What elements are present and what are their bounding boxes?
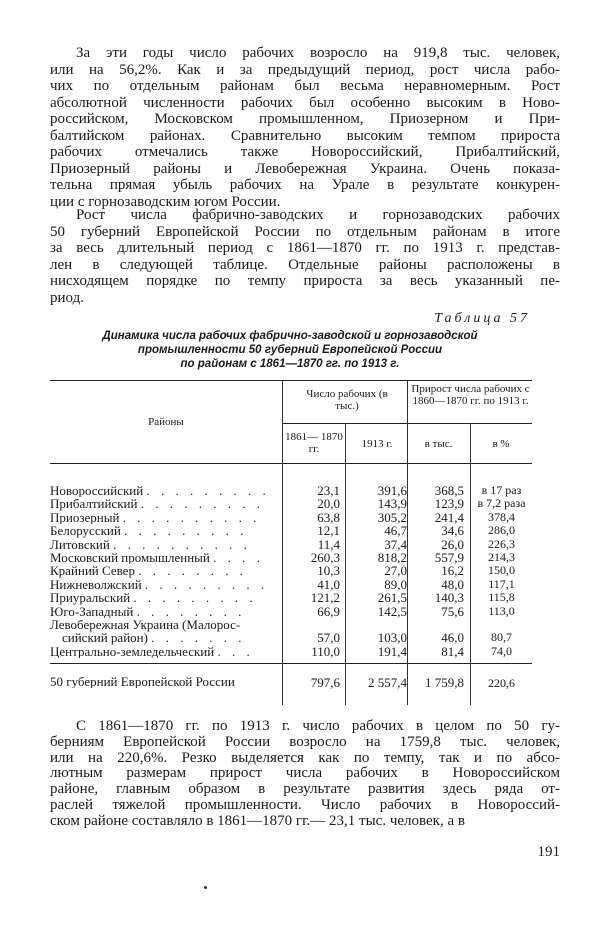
leader-dots: . . . . <box>213 550 264 565</box>
region-name-text: Приозерный <box>50 510 120 525</box>
region-name-text: Юго-Западный <box>50 604 134 618</box>
value-growth-pct: 113,0 <box>488 604 515 618</box>
region-name-line: Левобережная Украина (Малорос- <box>50 617 241 632</box>
header-1913: 1913 г. <box>361 438 393 450</box>
table-row <box>50 578 532 591</box>
leader-dots: . . . . . . . . . <box>144 577 269 592</box>
region-name <box>50 618 278 645</box>
paragraph-2 <box>50 207 560 306</box>
value-growth-abs: 81,4 <box>441 643 464 659</box>
region-name <box>50 591 278 604</box>
text-line: или на 56,2%. Как и за предыдущий период, рост числа рабо- <box>50 61 560 78</box>
text-line: риод. <box>50 289 84 306</box>
region-name-line <box>50 631 278 644</box>
text-line: ции с горнозаводским югом России. <box>50 193 281 210</box>
table-row <box>50 511 532 524</box>
region-name <box>50 645 278 658</box>
value-1913: 46,7 <box>384 523 407 539</box>
table-number: Таблица 57 <box>434 311 530 326</box>
value-1913: 391,6 <box>377 482 407 498</box>
total-rule <box>50 663 532 664</box>
region-name <box>50 578 278 591</box>
leader-dots: . . . . . . . . . <box>133 591 257 605</box>
text-line: рабочих отмечались также Новороссийский, Прибалтийский, <box>50 144 560 160</box>
value-1861: 260,3 <box>310 549 340 565</box>
value-1861: 12,1 <box>317 523 340 539</box>
table-title <box>50 329 530 371</box>
leader-dots: . . . . . . . . . <box>124 524 248 538</box>
text-line: за весь длительный период с 1861—1870 гг. по 1913 г. представ- <box>50 240 560 256</box>
region-name-text: Белорусский <box>50 524 121 538</box>
leader-dots: . . . <box>217 644 254 659</box>
data-table <box>50 380 532 705</box>
value-1913: 142,5 <box>377 603 407 619</box>
region-name <box>50 484 278 497</box>
table-row <box>50 618 532 645</box>
value-1913: 305,2 <box>377 509 407 525</box>
text-line: районе, главным образом в результате развития здесь ряда от- <box>50 782 560 798</box>
text-line: Приозерный районы и Левобережная Украина. Очень показа- <box>50 160 560 177</box>
value-1861: 23,1 <box>317 482 340 498</box>
value-1861: 41,0 <box>317 576 340 592</box>
text-line: российском, Московском промышленном, Приозерном и При- <box>50 111 560 127</box>
value-growth-pct: 117,1 <box>488 577 515 591</box>
header-pct: в % <box>492 438 510 450</box>
region-name-text: Крайний Север <box>50 564 135 578</box>
value-1861: 63,8 <box>317 509 340 525</box>
text-line: С 1861—1870 гг. по 1913 г. число рабочих в целом по 50 гу- <box>76 719 560 734</box>
region-name <box>50 605 278 618</box>
table-row <box>50 551 532 564</box>
value-1913: 37,4 <box>384 536 407 552</box>
table-title-line: по районам с 1861—1870 гг. по 1913 г. <box>180 358 400 370</box>
table-top-rule <box>50 380 532 381</box>
total-abs: 1 759,8 <box>425 675 464 690</box>
paragraph-1 <box>50 45 560 210</box>
table-total-row <box>50 675 532 691</box>
value-1913: 103,0 <box>377 630 407 646</box>
value-growth-pct: в 7,2 раза <box>477 497 526 511</box>
table-row <box>50 538 532 551</box>
leader-dots: . . . . . . . . <box>136 604 246 618</box>
print-speck <box>204 886 207 889</box>
value-growth-abs: 48,0 <box>441 576 464 592</box>
region-name-text: Литовский <box>50 537 110 551</box>
value-1913: 27,0 <box>384 563 407 579</box>
value-growth-pct: 74,0 <box>491 644 512 658</box>
region-name-text: Московский промышленный <box>50 550 210 565</box>
value-growth-abs: 368,5 <box>434 482 464 498</box>
total-1913: 2 557,4 <box>368 675 407 690</box>
region-name <box>50 551 278 564</box>
value-growth-abs: 26,0 <box>441 536 464 552</box>
text-line: За эти годы число рабочих возросло на 919,8 тыс. человек, <box>76 45 560 61</box>
value-growth-abs: 34,6 <box>441 523 464 539</box>
header-1861: 1861— 1870 гг. <box>285 431 343 455</box>
value-growth-abs: 123,9 <box>434 496 464 512</box>
page-number: 191 <box>537 844 560 860</box>
leader-dots: . . . . . . . . . <box>146 483 270 498</box>
value-growth-pct: 226,3 <box>488 537 515 551</box>
table-row <box>50 605 532 618</box>
region-name <box>50 564 278 577</box>
total-name: 50 губерний Европейской России <box>50 675 235 689</box>
table-row <box>50 497 532 510</box>
text-line: тельна прямая убыль рабочих на Урале в результате конкурен- <box>50 177 560 193</box>
leader-dots: . . . . . . . . <box>138 564 247 578</box>
header-growth: Прирост числа рабочих с 1860—1870 гг. по 1913 г. <box>411 383 530 407</box>
table-row <box>50 564 532 577</box>
value-growth-abs: 241,4 <box>434 509 464 525</box>
value-growth-pct: 115,8 <box>488 591 515 605</box>
region-name-text: Новороссийский <box>50 483 144 498</box>
value-growth-pct: 80,7 <box>491 631 512 645</box>
leader-dots: . . . . . . . . . . <box>122 510 261 525</box>
text-line: Рост числа фабрично-заводских и горнозаводских рабочих <box>76 207 560 223</box>
value-1861: 10,3 <box>317 563 340 579</box>
region-name <box>50 524 278 537</box>
region-name-text: Центрально-земледельческий <box>50 644 215 659</box>
value-growth-abs: 557,9 <box>434 549 464 565</box>
region-name-cont: сийский район) <box>62 630 148 645</box>
text-line: или на 220,6%. Резко выделяется как по темпу, так и по абсо- <box>50 750 560 766</box>
total-1861: 797,6 <box>310 675 340 690</box>
leader-dots: . . . . . . . . . . <box>113 537 251 551</box>
leader-dots: . . . . . . . <box>151 630 246 645</box>
region-name-text: Приуральский <box>50 591 131 605</box>
text-line: лен в следующей таблице. Отдельные районы расположены в <box>50 256 560 273</box>
value-1861: 66,9 <box>317 603 340 619</box>
text-line: нисходящем порядке по темпу прироста за весь указанный пе- <box>50 273 560 289</box>
value-growth-pct: 378,4 <box>488 510 515 524</box>
paragraph-3 <box>50 719 560 830</box>
text-line: ском районе составляло в 1861—1870 гг.— 23,1 тыс. человек, а в <box>50 813 465 829</box>
value-1913: 89,0 <box>384 576 407 592</box>
text-line: балтийском районах. Сравнительно высоким темпом прироста <box>50 127 560 144</box>
value-1861: 20,0 <box>317 496 340 512</box>
header-bottom-rule <box>50 463 532 464</box>
table-title-line: Динамика числа рабочих фабрично-заводской и горнозаводской <box>102 330 478 342</box>
text-line: раслей тяжелой промышленности. Число рабочих в Новороссий- <box>50 797 560 813</box>
value-1861: 57,0 <box>317 630 340 646</box>
value-1861: 11,4 <box>317 536 340 552</box>
table-title-line: промышленности 50 губерний Европейской России <box>137 344 443 356</box>
region-name-text: Прибалтийский <box>50 497 138 511</box>
region-name <box>50 538 278 551</box>
value-growth-abs: 140,3 <box>434 590 464 606</box>
header-abs: в тыс. <box>424 438 453 450</box>
region-name <box>50 511 278 524</box>
total-pct: 220,6 <box>488 676 515 690</box>
text-line: 50 губерний Европейской России по отдельным районам в итоге <box>50 223 560 240</box>
table-row <box>50 524 532 537</box>
text-line: берниям Европейской России возросло на 1759,8 тыс. человек, <box>50 734 560 750</box>
value-growth-abs: 46,0 <box>441 630 464 646</box>
text-line: лютным размерам прирост числа рабочих в Новороссийском <box>50 766 560 782</box>
header-regions: Районы <box>148 416 184 428</box>
value-growth-abs: 16,2 <box>441 563 464 579</box>
value-growth-pct: 214,3 <box>488 550 515 564</box>
region-name <box>50 497 278 510</box>
value-growth-abs: 75,6 <box>441 603 464 619</box>
value-1913: 818,2 <box>377 549 407 565</box>
value-1913: 191,4 <box>377 643 407 659</box>
table-row <box>50 484 532 497</box>
leader-dots: . . . . . . . . . <box>140 497 264 511</box>
value-growth-pct: в 17 раз <box>481 483 522 497</box>
value-1913: 261,5 <box>377 590 407 606</box>
region-name-text: Нижневолжский <box>50 577 142 592</box>
text-line: абсолютной численности рабочих был особенно высоким в Ново- <box>50 94 560 111</box>
table-row <box>50 645 532 658</box>
value-growth-pct: 286,0 <box>488 524 515 538</box>
table-row <box>50 591 532 604</box>
text-line: чих по отдельным районам был весьма неравномерным. Рост <box>50 78 560 94</box>
value-growth-pct: 150,0 <box>488 564 515 578</box>
value-1861: 110,0 <box>311 643 340 659</box>
header-workers: Число рабочих (в тыс.) <box>306 388 388 412</box>
table-body <box>50 484 532 658</box>
value-1861: 121,2 <box>310 590 340 606</box>
value-1913: 143,9 <box>377 496 407 512</box>
